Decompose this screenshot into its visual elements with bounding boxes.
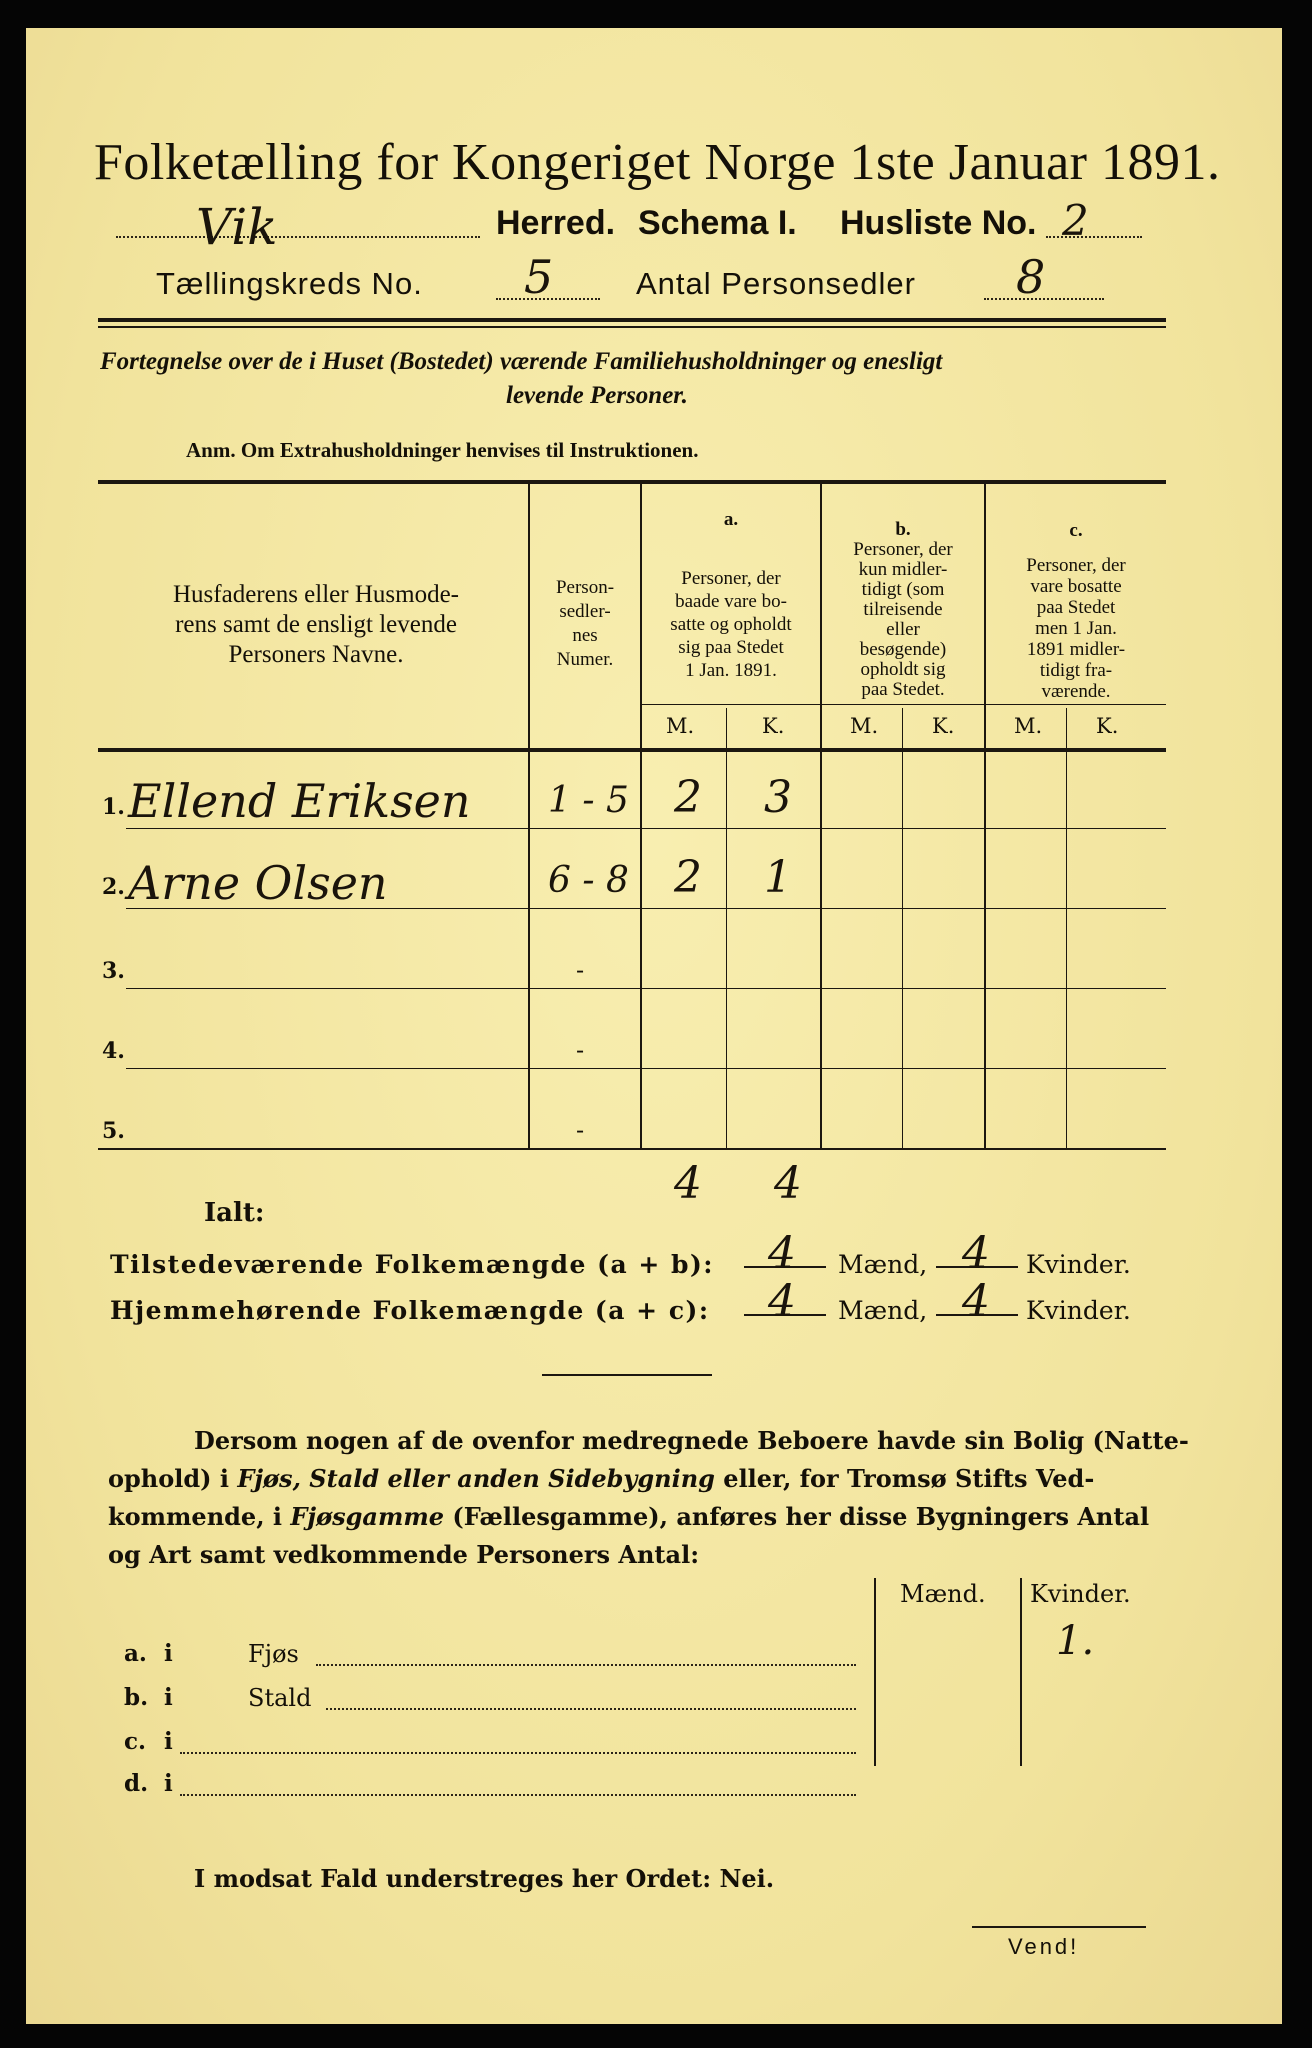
a-m-label: M. bbox=[666, 714, 695, 738]
building-kvinder: 1. bbox=[1056, 1618, 1095, 1664]
tilstede-maend-label: Mænd, bbox=[838, 1250, 928, 1279]
lower-maend-head: Mænd. bbox=[900, 1580, 986, 1608]
c-k-label: K. bbox=[1096, 714, 1119, 738]
schema-label: Schema I. bbox=[638, 204, 797, 242]
husliste-label: Husliste No. bbox=[840, 204, 1037, 242]
col-divider-c-mk bbox=[1066, 708, 1067, 1148]
paragraph-line-3b: Fjøsgamme bbox=[290, 1502, 445, 1531]
row-line-3 bbox=[126, 988, 1166, 989]
b-m-label: M. bbox=[850, 714, 879, 738]
ialt-label: Ialt: bbox=[204, 1198, 265, 1228]
lower-col-divider-1 bbox=[874, 1578, 876, 1766]
tilstede-maend: 4 bbox=[768, 1228, 796, 1279]
building-i: i bbox=[164, 1684, 173, 1711]
building-letter: a. bbox=[124, 1640, 147, 1667]
husliste-value: 2 bbox=[1062, 196, 1089, 245]
building-label: Stald bbox=[248, 1684, 312, 1712]
building-dotted-line bbox=[180, 1752, 856, 1754]
paragraph-line-2c: eller, for Tromsø Stifts Ved- bbox=[714, 1464, 1095, 1493]
paragraph-line-2 bbox=[108, 1464, 1094, 1493]
col-header-num-l4: Numer. bbox=[556, 649, 614, 670]
building-i: i bbox=[164, 1770, 173, 1797]
col-header-c-l2: vare bosatte bbox=[1030, 576, 1122, 597]
ialt-kvinder: 4 bbox=[774, 1158, 802, 1209]
a-k-label: K. bbox=[762, 714, 785, 738]
building-letter: d. bbox=[124, 1770, 149, 1797]
row-a-kvinder: 1 bbox=[764, 852, 792, 903]
hjemme-maend: 4 bbox=[768, 1276, 796, 1327]
col-header-a-l1: Personer, der bbox=[681, 568, 781, 589]
paragraph-line-3a: kommende, i bbox=[108, 1502, 291, 1531]
col-header-b-l1: Personer, der bbox=[853, 539, 953, 560]
row-number: 3. bbox=[102, 958, 125, 984]
col-header-c-l7: værende. bbox=[1041, 681, 1111, 702]
lower-col-divider-2 bbox=[1020, 1578, 1022, 1766]
building-dotted-line bbox=[326, 1708, 856, 1710]
intro-line-1: Fortegnelse over de i Huset (Bostedet) værende Familiehusholdninger og enesligt bbox=[100, 348, 943, 375]
col-header-a-letter: a. bbox=[723, 509, 739, 530]
anm-note: Anm. Om Extrahusholdninger henvises til Instruktionen. bbox=[186, 438, 699, 462]
col-header-num-l2: sedler- bbox=[559, 601, 611, 622]
row-number: 5. bbox=[102, 1118, 125, 1144]
modsat-note: I modsat Fald understreges her Ordet: Nei. bbox=[194, 1864, 775, 1893]
row-person-numbers: - bbox=[576, 1116, 585, 1144]
col-header-b-l7: opholdt sig bbox=[860, 659, 946, 680]
col-header-b bbox=[822, 520, 984, 700]
row-line-1 bbox=[126, 828, 1166, 829]
col-header-a-l3: satte og opholdt bbox=[670, 614, 792, 635]
col-header-name-l1: Husfaderens eller Husmode- bbox=[172, 581, 459, 608]
building-i: i bbox=[164, 1640, 173, 1667]
hjemme-kvinder-label: Kvinder. bbox=[1026, 1296, 1131, 1325]
col-header-c bbox=[986, 520, 1166, 702]
census-form-sheet bbox=[26, 28, 1282, 2024]
row-person-numbers: 6 - 8 bbox=[548, 860, 629, 901]
kreds-value: 5 bbox=[524, 250, 554, 304]
row-person-numbers: - bbox=[576, 1036, 585, 1064]
col-header-c-l6: tidigt fra- bbox=[1039, 660, 1113, 681]
building-letter: b. bbox=[124, 1684, 149, 1711]
antal-label: Antal Personsedler bbox=[636, 266, 916, 301]
col-header-b-l3: tidigt (som bbox=[861, 579, 945, 600]
col-header-b-l4: tilreisende bbox=[863, 599, 943, 620]
vend-rule bbox=[972, 1926, 1146, 1928]
col-divider-b-mk bbox=[902, 708, 903, 1148]
building-label: Fjøs bbox=[248, 1640, 299, 1668]
antal-value: 8 bbox=[1016, 250, 1046, 304]
table-top-rule bbox=[98, 480, 1166, 484]
col-header-a-l4: sig paa Stedet bbox=[678, 637, 784, 658]
paragraph-line-2a: ophold) i bbox=[108, 1464, 238, 1493]
col-header-c-l5: 1891 midler- bbox=[1026, 639, 1126, 660]
paragraph-line-1: Dersom nogen af de ovenfor medregnede Beboere havde sin Bolig (Natte- bbox=[194, 1426, 1189, 1455]
col-header-a-l2: baade vare bo- bbox=[675, 591, 787, 612]
mk-header-rule bbox=[642, 704, 1166, 705]
separator-rule bbox=[542, 1374, 712, 1376]
row-person-numbers: - bbox=[576, 956, 585, 984]
col-divider-a-mk bbox=[726, 708, 727, 1148]
row-number: 1. bbox=[102, 794, 125, 820]
col-header-num bbox=[530, 576, 640, 672]
col-header-c-l1: Personer, der bbox=[1026, 555, 1126, 576]
col-header-a-l5: 1 Jan. 1891. bbox=[685, 660, 777, 681]
col-header-num-l1: Person- bbox=[555, 577, 615, 598]
hjemme-kvinder: 4 bbox=[962, 1276, 990, 1327]
col-header-b-l2: kun midler- bbox=[858, 559, 948, 580]
vend-label: Vend! bbox=[1008, 1934, 1080, 1959]
herred-dotted-line bbox=[116, 236, 480, 238]
col-header-name bbox=[106, 580, 526, 670]
col-header-c-l3: paa Stedet bbox=[1036, 597, 1116, 618]
paragraph-line-2b: Fjøs, Stald eller anden Sidebygning bbox=[237, 1464, 715, 1493]
col-header-c-letter: c. bbox=[1069, 520, 1083, 541]
col-header-a bbox=[642, 508, 820, 682]
header-rule-1 bbox=[98, 318, 1166, 322]
tilstede-label: Tilstedeværende Folkemængde (a + b): bbox=[110, 1250, 715, 1279]
c-m-label: M. bbox=[1014, 714, 1043, 738]
row-a-kvinder: 3 bbox=[764, 772, 792, 823]
b-k-label: K. bbox=[932, 714, 955, 738]
row-person-numbers: 1 - 5 bbox=[548, 780, 629, 821]
husliste-dotted-line bbox=[1046, 236, 1142, 238]
building-letter: c. bbox=[124, 1728, 147, 1755]
row-line-4 bbox=[126, 1068, 1166, 1069]
col-header-b-l5: eller bbox=[886, 619, 920, 640]
row-a-maend: 2 bbox=[674, 772, 702, 823]
ialt-maend: 4 bbox=[674, 1158, 702, 1209]
herred-label: Herred. bbox=[496, 204, 616, 242]
paragraph-line-3 bbox=[108, 1502, 1149, 1531]
col-header-b-letter: b. bbox=[895, 519, 911, 540]
lower-kvinder-head: Kvinder. bbox=[1030, 1580, 1131, 1608]
tilstede-kvinder-label: Kvinder. bbox=[1026, 1250, 1131, 1279]
col-header-c-l4: men 1 Jan. bbox=[1035, 618, 1117, 639]
table-bottom-rule bbox=[98, 1148, 1166, 1150]
col-header-name-l3: Personers Navne. bbox=[228, 641, 404, 668]
building-i: i bbox=[164, 1728, 173, 1755]
hjemme-maend-label: Mænd, bbox=[838, 1296, 928, 1325]
row-a-maend: 2 bbox=[674, 852, 702, 903]
building-dotted-line bbox=[180, 1794, 856, 1796]
paragraph-line-4: og Art samt vedkommende Personers Antal: bbox=[108, 1540, 700, 1569]
hjemme-label: Hjemmehørende Folkemængde (a + c): bbox=[110, 1296, 710, 1325]
intro-line-2: levende Personer. bbox=[506, 382, 688, 409]
herred-value: Vik bbox=[196, 198, 278, 256]
tilstede-kvinder: 4 bbox=[962, 1228, 990, 1279]
building-dotted-line bbox=[316, 1664, 856, 1666]
header-rule-2 bbox=[98, 326, 1166, 328]
form-title: Folketælling for Kongeriget Norge 1ste Januar 1891. bbox=[94, 134, 1221, 191]
col-header-b-l8: paa Stedet. bbox=[861, 679, 945, 700]
kreds-label: Tællingskreds No. bbox=[156, 266, 423, 301]
col-header-b-l6: besøgende) bbox=[859, 639, 947, 660]
paragraph-line-3c: (Fællesgamme), anføres her disse Bygningers Antal bbox=[444, 1502, 1150, 1531]
row-name: Arne Olsen bbox=[128, 856, 388, 910]
row-number: 2. bbox=[102, 874, 125, 900]
col-header-num-l3: nes bbox=[572, 625, 598, 646]
table-header-bottom-rule bbox=[98, 748, 1166, 752]
row-number: 4. bbox=[102, 1038, 125, 1064]
col-header-name-l2: rens samt de ensligt levende bbox=[175, 611, 457, 638]
row-name: Ellend Eriksen bbox=[128, 774, 471, 828]
